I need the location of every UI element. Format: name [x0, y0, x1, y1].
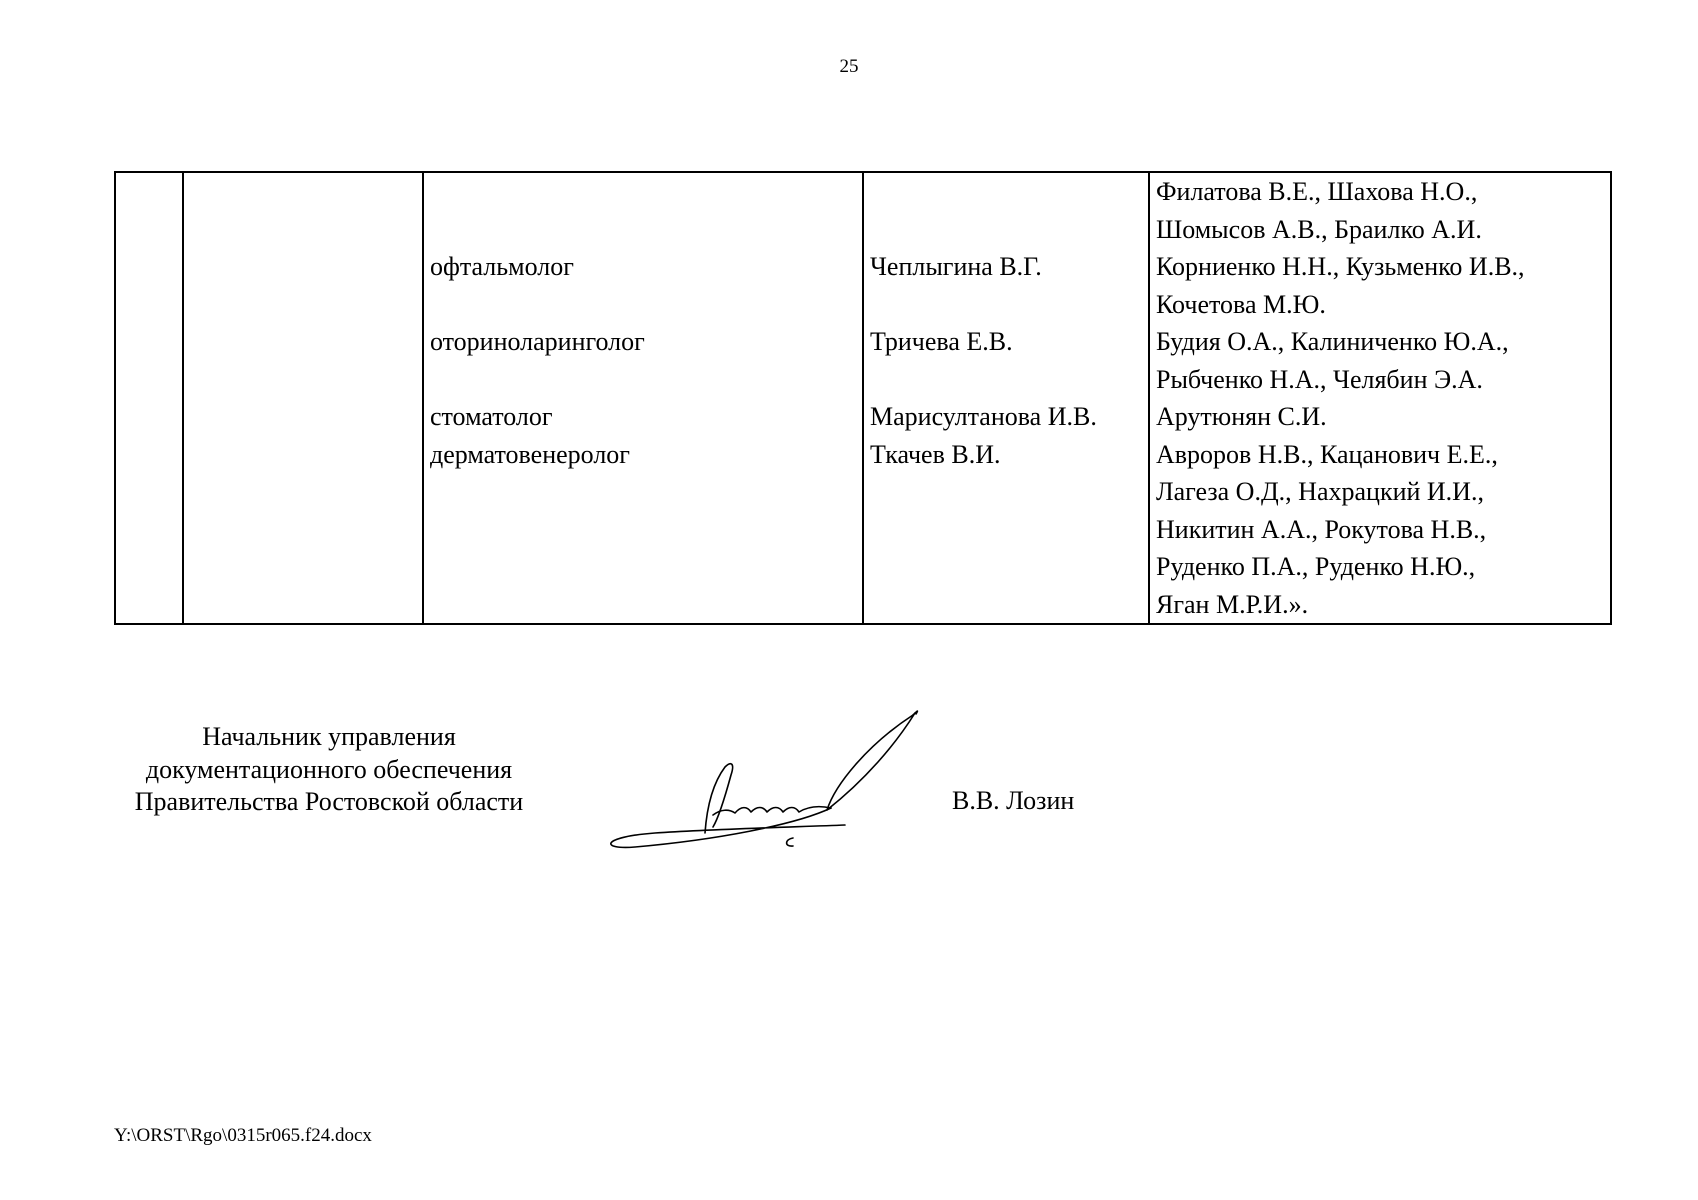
chief-line — [870, 173, 1142, 211]
chief-line: Тричева Е.В. — [870, 327, 1013, 356]
chief-line: Чеплыгина В.Г. — [870, 252, 1042, 281]
specialty-line — [430, 211, 856, 249]
members-cell — [1149, 172, 1611, 624]
member-line: Корниенко Н.Н., Кузьменко И.В., — [1156, 252, 1525, 281]
chief-line: Марисултанова И.В. — [870, 402, 1097, 431]
member-line: Шомысов А.В., Браилко А.И. — [1156, 214, 1482, 244]
chief-line — [870, 286, 1142, 324]
specialty-list — [424, 173, 862, 473]
member-line: Авроров Н.В., Кацанович Е.Е., — [1156, 439, 1498, 469]
position-line: документационного обеспечения — [145, 754, 513, 784]
specialty-line: офтальмолог — [430, 252, 574, 281]
organization-cell — [183, 172, 423, 624]
signer-position — [114, 721, 544, 819]
number-cell — [115, 172, 183, 624]
member-line: Кочетова М.Ю. — [1156, 289, 1326, 319]
file-path: Y:\ORST\Rgo\0315r065.f24.docx — [114, 1125, 372, 1146]
member-line: Яган М.Р.И.». — [1156, 589, 1309, 619]
chief-line — [870, 361, 1142, 399]
member-line: Руденко П.А., Руденко Н.Ю., — [1156, 552, 1476, 581]
member-line: Никитин А.А., Рокутова Н.В., — [1156, 514, 1487, 544]
specialists-table — [114, 171, 1612, 625]
members-list — [1150, 173, 1610, 623]
specialty-line — [430, 173, 856, 211]
page-number: 25 — [839, 56, 859, 77]
specialty-line: стоматолог — [430, 402, 553, 431]
chief-list — [864, 173, 1148, 473]
specialty-line — [430, 361, 856, 399]
position-line: Начальник управления — [202, 722, 456, 751]
specialty-line: оториноларинголог — [430, 327, 645, 356]
member-line: Лагеза О.Д., Нахрацкий И.И., — [1156, 477, 1484, 506]
table-row — [115, 172, 1611, 624]
specialty-line — [430, 286, 856, 324]
handwritten-signature — [595, 705, 930, 850]
signer-name: В.В. Лозин — [952, 786, 1075, 815]
member-line: Филатова В.Е., Шахова Н.О., — [1156, 177, 1478, 206]
member-line: Арутюнян С.И. — [1156, 402, 1327, 431]
chief-cell — [863, 172, 1149, 624]
position-line: Правительства Ростовской области — [134, 787, 524, 816]
member-line: Будия О.А., Калиниченко Ю.А., — [1156, 327, 1509, 356]
specialty-cell — [423, 172, 863, 624]
specialty-line: дерматовенеролог — [430, 439, 630, 469]
member-line: Рыбченко Н.А., Челябин Э.А. — [1156, 364, 1483, 394]
chief-line — [870, 211, 1142, 249]
chief-line: Ткачев В.И. — [870, 439, 1001, 469]
